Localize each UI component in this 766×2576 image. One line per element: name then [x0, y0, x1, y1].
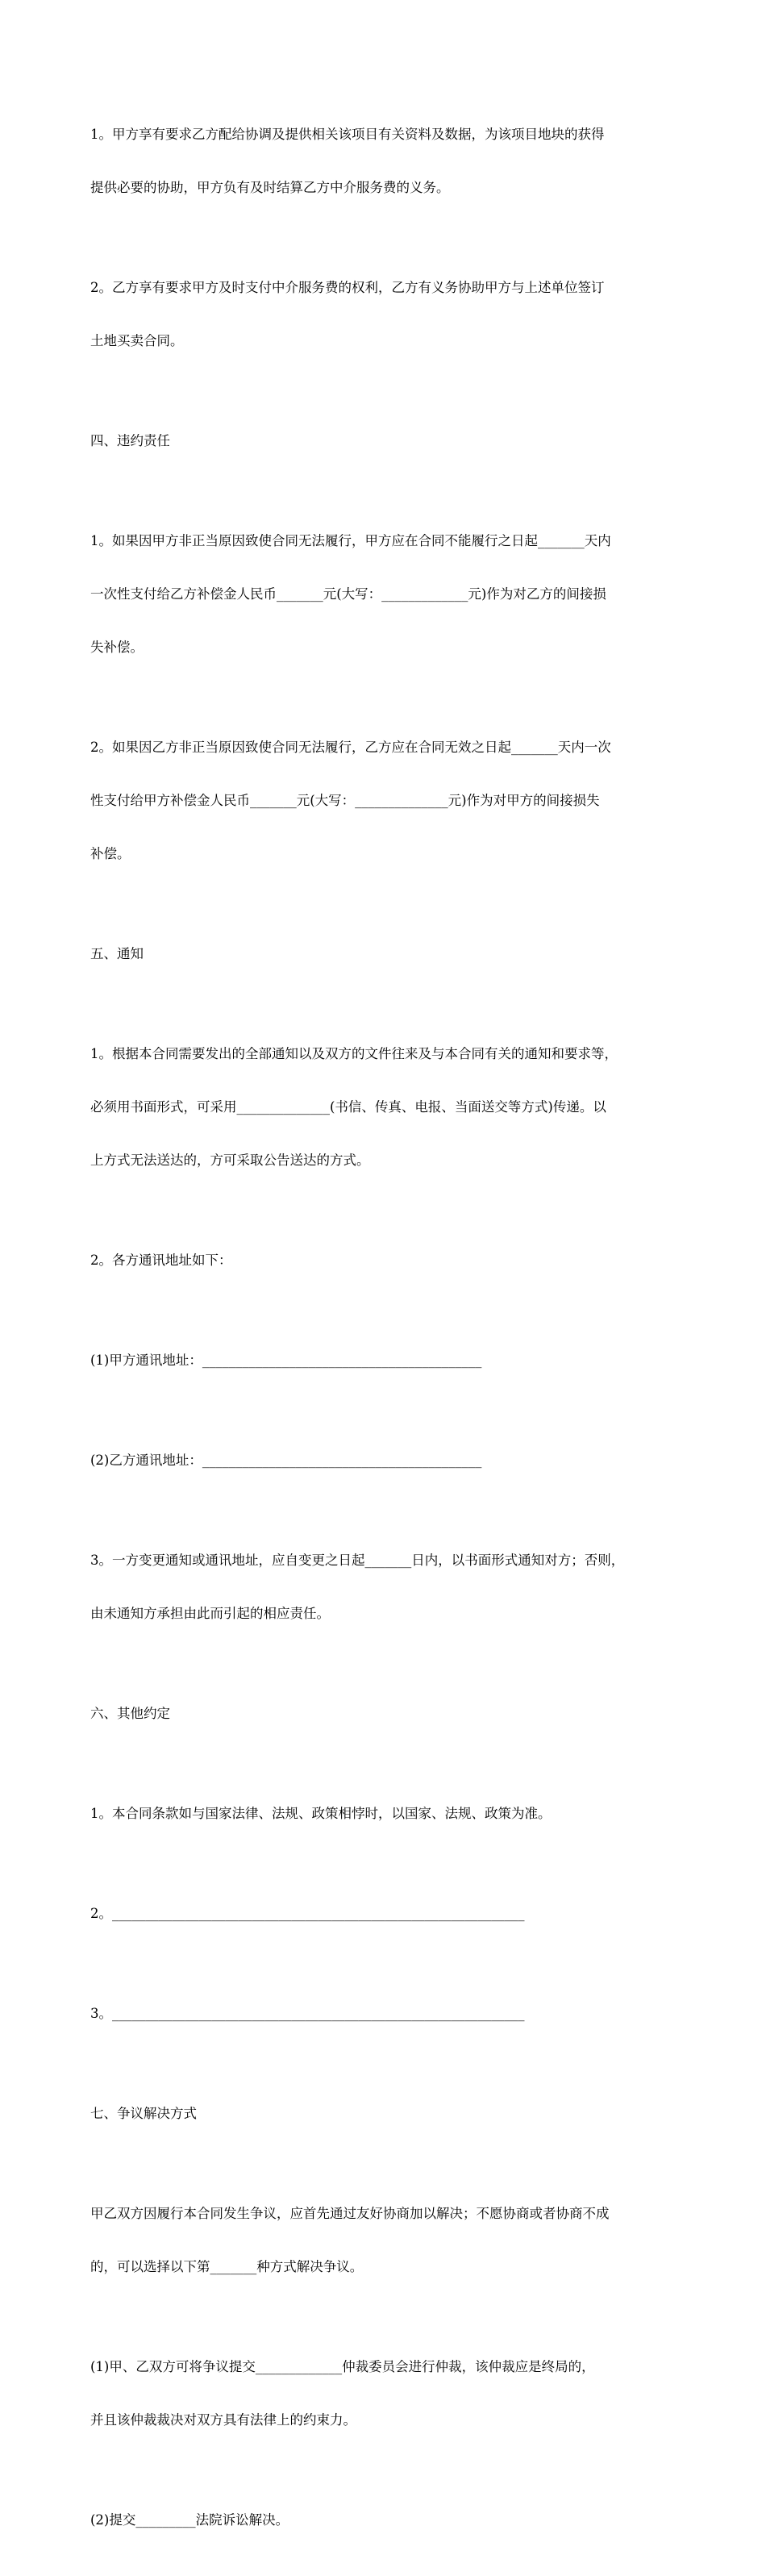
text-line: (2)提交_________法院诉讼解决。: [90, 2512, 289, 2528]
text-line: 性支付给甲方补偿金人民币_______元(大写：______________元)作为对甲方的间接损失: [90, 793, 600, 808]
clause-right-party-a: [90, 90, 687, 232]
text-line: 由未通知方承担由此而引起的相应责任。: [90, 1606, 330, 1621]
text-line: 2。各方通讯地址如下：: [90, 1253, 232, 1268]
clause-dispute-court: [90, 2476, 687, 2565]
text-line: 2。如果因乙方非正当原因致使合同无法履行，乙方应在合同无效之日起_______天内一次: [90, 740, 611, 755]
text-line: (1)甲、乙双方可将争议提交_____________仲裁委员会进行仲裁，该仲裁应是终局的，: [90, 2359, 595, 2374]
text-line: 1。根据本合同需要发出的全部通知以及双方的文件往来及与本合同有关的通知和要求等，: [90, 1046, 618, 1061]
text-line: 2。乙方享有要求甲方及时支付中介服务费的权利，乙方有义务协助甲方与上述单位签订: [90, 280, 605, 295]
clause-right-party-b: [90, 244, 687, 386]
text-line: 3。______________________________________________________________: [90, 2006, 525, 2021]
clause-notice-form: [90, 1010, 687, 1205]
clause-dispute-arbitration: [90, 2323, 687, 2465]
text-line: 提供必要的协助，甲方负有及时结算乙方中介服务费的义务。: [90, 180, 450, 195]
clause-other-3: [90, 1970, 687, 2058]
text-line: 补偿。: [90, 846, 131, 861]
clause-dispute-intro: [90, 2170, 687, 2311]
clause-other-2: [90, 1869, 687, 1958]
clause-notice-change: [90, 1516, 687, 1658]
section-heading-notice: [90, 910, 687, 998]
heading-text: 五、通知: [90, 946, 144, 961]
heading-text: 七、争议解决方式: [90, 2106, 197, 2121]
text-line: 土地买卖合同。: [90, 333, 184, 348]
text-line: 1。本合同条款如与国家法律、法规、政策相悖时，以国家、法规、政策为准。: [90, 1806, 552, 1821]
text-line: 的，可以选择以下第_______种方式解决争议。: [90, 2259, 364, 2274]
document-page: [90, 90, 687, 2576]
address-party-b: [90, 1416, 687, 1505]
section-heading-dispute: [90, 2070, 687, 2158]
text-line: (1)甲方通讯地址：__________________________________________: [90, 1353, 482, 1368]
heading-text: 四、违约责任: [90, 433, 170, 448]
text-line: 并且该仲裁裁决对双方具有法律上的约束力。: [90, 2412, 356, 2428]
text-line: 甲乙双方因履行本合同发生争议，应首先通过友好协商加以解决；不愿协商或者协商不成: [90, 2206, 610, 2221]
heading-text: 六、其他约定: [90, 1706, 170, 1721]
text-line: 必须用书面形式，可采用______________(书信、传真、电报、当面送交等方式)传递。以: [90, 1099, 606, 1115]
clause-notice-addresses: [90, 1216, 687, 1305]
text-line: 1。甲方享有要求乙方配给协调及提供相关该项目有关资料及数据，为该项目地块的获得: [90, 127, 605, 142]
section-heading-breach: [90, 397, 687, 486]
clause-breach-party-b: [90, 703, 687, 898]
text-line: 3。一方变更通知或通讯地址，应自变更之日起_______日内，以书面形式通知对方；否则，: [90, 1553, 625, 1568]
clause-breach-party-a: [90, 497, 687, 692]
clause-other-1: [90, 1769, 687, 1858]
address-party-a: [90, 1316, 687, 1405]
text-line: 2。______________________________________________________________: [90, 1906, 525, 1921]
text-line: 失补偿。: [90, 640, 144, 655]
text-line: 一次性支付给乙方补偿金人民币_______元(大写：_____________元)作为对乙方的间接损: [90, 586, 606, 602]
text-line: 1。如果因甲方非正当原因致使合同无法履行，甲方应在合同不能履行之日起_______天内: [90, 533, 611, 548]
text-line: (2)乙方通讯地址：__________________________________________: [90, 1453, 482, 1468]
text-line: 上方式无法送达的，方可采取公告送达的方式。: [90, 1153, 370, 1168]
section-heading-other: [90, 1669, 687, 1758]
